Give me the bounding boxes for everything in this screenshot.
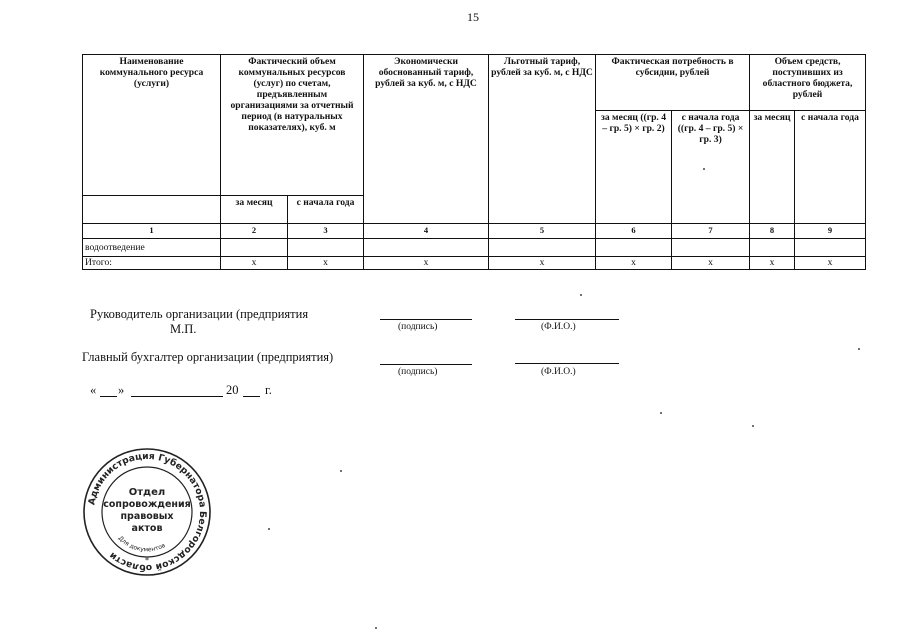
date-year-suffix: г. xyxy=(265,383,272,397)
date-close-quote: » xyxy=(118,383,125,397)
subheader-budget-month: за месяц xyxy=(750,111,795,224)
header-subsidy-need: Фактическая потребность в субсидии, рублей xyxy=(596,55,750,111)
table-cell: x xyxy=(795,257,866,270)
table-cell: x xyxy=(288,257,364,270)
head-signature-line xyxy=(380,319,472,320)
col-number: 9 xyxy=(795,224,866,239)
table-row-total xyxy=(83,257,866,270)
header-economic-tariff: Экономически обоснованный тариф, рублей за куб. м, с НДС xyxy=(364,55,489,224)
col-number: 5 xyxy=(489,224,596,239)
date-open-quote: « xyxy=(90,383,97,397)
header-budget-funds: Объем средств, поступивших из областного бюджета, рублей xyxy=(750,55,866,111)
name-caption: (Ф.И.О.) xyxy=(541,367,576,377)
table-cell xyxy=(795,239,866,257)
table-cell xyxy=(364,239,489,257)
table-cell: x xyxy=(221,257,288,270)
seal-place-label: М.П. xyxy=(170,322,197,336)
date-month-line xyxy=(131,396,223,397)
row-name: водоотведение xyxy=(83,239,221,257)
signature-caption: (подпись) xyxy=(398,367,438,377)
col-number: 8 xyxy=(750,224,795,239)
table-cell xyxy=(288,239,364,257)
stamp-line-2: сопровождения xyxy=(103,499,191,510)
subheader-budget-year: с начала года xyxy=(795,111,866,224)
head-signature-label: Руководитель организации (предприятия xyxy=(90,307,309,321)
date-century: 20 xyxy=(226,383,239,397)
name-caption: (Ф.И.О.) xyxy=(541,322,576,332)
col-number: 2 xyxy=(221,224,288,239)
subheader-volume-month: за месяц xyxy=(221,196,288,224)
col-number: 4 xyxy=(364,224,489,239)
stamp-line-4: актов xyxy=(131,523,163,534)
date-day-line xyxy=(100,396,117,397)
header-resource-name: Наименование коммунального ресурса (услуги) xyxy=(83,55,221,196)
subheader-subsidy-month: за месяц ((гр. 4 – гр. 5) × гр. 2) xyxy=(596,111,672,224)
date-year-line xyxy=(243,396,260,397)
table-cell xyxy=(596,239,672,257)
subheader-volume-year: с начала года xyxy=(288,196,364,224)
table-cell xyxy=(489,239,596,257)
header-preferential-tariff: Льготный тариф, рублей за куб. м, с НДС xyxy=(489,55,596,224)
accountant-signature-label: Главный бухгалтер организации (предприятия) xyxy=(82,350,334,364)
header-actual-volume: Фактический объем коммунальных ресурсов (услуг) по счетам, предъявленным организациями за отчетный период (в натуральных показателях), куб. м xyxy=(221,55,364,196)
signature-caption: (подпись) xyxy=(398,322,438,332)
stamp-line-1: Отдел xyxy=(128,487,166,498)
stamp-line-3: правовых xyxy=(120,511,174,522)
table-cell xyxy=(221,239,288,257)
table-cell: x xyxy=(489,257,596,270)
accountant-name-line xyxy=(515,363,619,364)
subheader-subsidy-year: с начала года ((гр. 4 – гр. 5) × гр. 3) xyxy=(672,111,750,224)
col-number: 7 xyxy=(672,224,750,239)
table-row xyxy=(83,239,866,257)
accountant-signature-line xyxy=(380,364,472,365)
col-number: 1 xyxy=(83,224,221,239)
table-cell: x xyxy=(672,257,750,270)
stamp-star-icon: * xyxy=(145,556,149,565)
head-name-line xyxy=(515,319,619,320)
page-number: 15 xyxy=(467,10,479,24)
stamp-bottom-text: Для документов xyxy=(116,534,167,554)
col-number: 3 xyxy=(288,224,364,239)
table-cell: x xyxy=(596,257,672,270)
table-cell xyxy=(750,239,795,257)
col-number: 6 xyxy=(596,224,672,239)
stamp-outer-text: Администрация Губернатора Белгородской области xyxy=(86,450,209,574)
table-cell: x xyxy=(750,257,795,270)
official-stamp xyxy=(82,447,212,577)
table-cell: x xyxy=(364,257,489,270)
subsidy-report-table xyxy=(82,54,866,270)
table-cell xyxy=(672,239,750,257)
row-name: Итого: xyxy=(83,257,221,270)
